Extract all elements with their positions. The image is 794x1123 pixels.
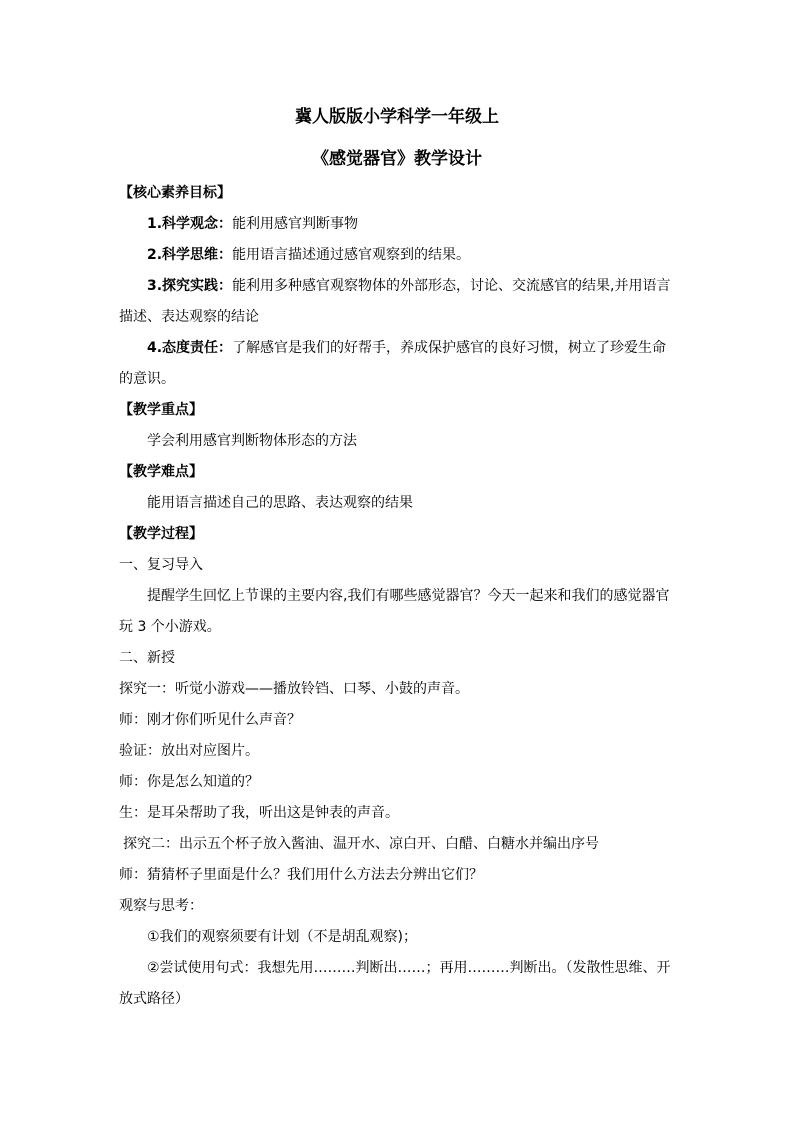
difficulty-text: 能用语言描述自己的思路、表达观察的结果 (147, 495, 413, 511)
section-heading-core-goals: 【核心素养目标】 (119, 185, 231, 201)
document-title-line1: 冀人版版小学科学一年级上 (295, 107, 499, 127)
process-step1-text: 提醒学生回忆上节课的主要内容,我们有哪些感觉器官？今天一起来和我们的感觉器官玩 3 个小游戏。 (119, 588, 670, 635)
process-line: 师：你是怎么知道的？ (119, 774, 259, 790)
document-body (119, 178, 679, 1015)
process-step2-title: 二、新授 (119, 650, 175, 666)
section-heading-key-points: 【教学重点】 (119, 402, 203, 418)
process-line: 探究二：出示五个杯子放入酱油、温开水、凉白开、白醋、白糖水并编出序号 (123, 836, 599, 852)
process-line: 师：猜猜杯子里面是什么？我们用什么方法去分辨出它们？ (119, 867, 483, 883)
goal-item (119, 240, 679, 271)
goal-text: 能利用多种感官观察物体的外部形态，讨论、交流感官的结果,并用语言描述、表达观察的结论 (119, 278, 671, 325)
thinking-item: ②尝试使用句式：我想先用………判断出……；再用………判断出。（发散性思维、开放式路径） (119, 960, 671, 1007)
goal-text: 能用语言描述通过感官观察到的结果。 (232, 247, 471, 263)
goal-item (119, 271, 679, 333)
process-step1-title: 一、复习导入 (119, 557, 203, 573)
process-line: 师：刚才你们听见什么声音？ (119, 712, 301, 728)
process-line: 生：是耳朵帮助了我，听出这是钟表的声音。 (119, 805, 399, 821)
process-line: 探究一：听觉小游戏——播放铃铛、口琴、小鼓的声音。 (119, 681, 469, 697)
goal-label: 3.探究实践： (147, 278, 233, 294)
process-line: 验证：放出对应图片。 (119, 743, 259, 759)
goal-text: 了解感官是我们的好帮手，养成保护感官的良好习惯，树立了珍爱生命的意识。 (119, 340, 667, 387)
goal-label: 2.科学思维： (147, 247, 233, 263)
key-point-text: 学会利用感官判断物体形态的方法 (147, 433, 357, 449)
goal-label: 4.态度责任： (147, 340, 233, 356)
goal-item (119, 333, 679, 395)
document-title-line2: 《感觉器官》教学设计 (312, 149, 482, 169)
goal-label: 1.科学观念： (147, 216, 233, 232)
process-line: 观察与思考： (119, 898, 203, 914)
goal-item (119, 209, 679, 240)
section-heading-process: 【教学过程】 (119, 526, 203, 542)
thinking-item: ①我们的观察须要有计划（不是胡乱观察)； (147, 929, 418, 945)
section-heading-difficulties: 【教学难点】 (119, 464, 203, 480)
goal-text: 能利用感官判断事物 (232, 216, 359, 232)
